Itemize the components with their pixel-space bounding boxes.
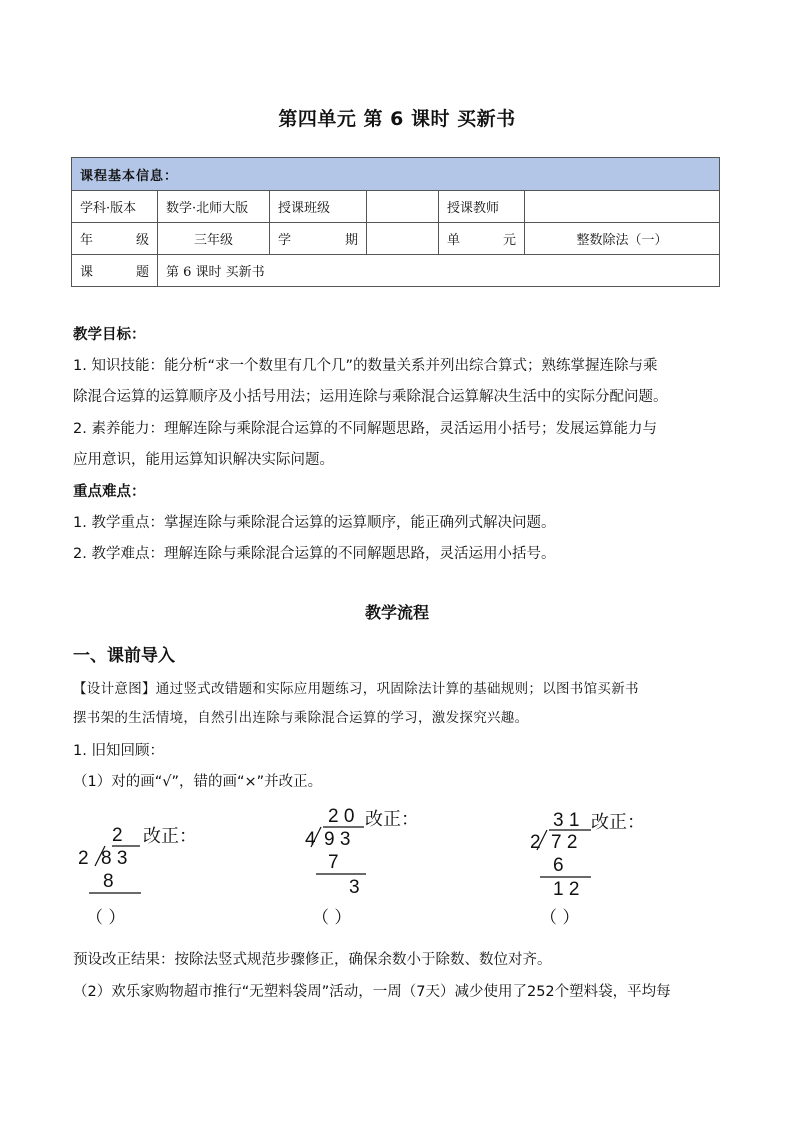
answer-parentheses: （ ）	[86, 908, 126, 928]
answer-parentheses: （ ）	[540, 908, 580, 928]
table-cell: 学 期	[270, 223, 367, 255]
table-cell: 年 级	[72, 223, 158, 255]
step-value: 7	[328, 852, 339, 873]
preset-answer: 预设改正结果：按除法竖式规范步骤修正，确保余数小于除数、数位对齐。	[73, 952, 552, 968]
quotient: 2 0	[328, 806, 355, 827]
divisor: 2	[78, 848, 89, 869]
step-value: 8	[103, 871, 114, 892]
answer-parentheses: （ ）	[312, 908, 352, 928]
table-cell: 单 元	[439, 223, 525, 255]
correction-label: 改正：	[591, 812, 645, 833]
table-cell: 课 题	[72, 255, 158, 287]
dividend: 7 2	[551, 832, 578, 853]
section-heading: 一、课前导入	[73, 646, 175, 666]
correction-label: 改正：	[143, 826, 197, 847]
dividend: 9 3	[324, 829, 351, 850]
question-1: （1）对的画“√”，错的画“×”并改正。	[73, 774, 323, 790]
keypoints-line: 2. 教学难点：理解连除与乘除混合运算的不同解题思路，灵活运用小括号。	[73, 546, 556, 562]
remainder: 1 2	[553, 879, 580, 900]
design-intent-line: 【设计意图】通过竖式改错题和实际应用题练习，巩固除法计算的基础规则；以图书馆买新书	[73, 681, 639, 697]
table-cell: 数学·北师大版	[158, 191, 270, 223]
correction-label: 改正：	[365, 809, 419, 830]
goals-line: 除混合运算的运算顺序及小括号用法；运用连除与乘除混合运算解决生活中的实际分配问题。	[73, 389, 668, 405]
design-intent-line: 摆书架的生活情境，自然引出连除与乘除混合运算的学习，激发探究兴趣。	[73, 710, 529, 726]
table-cell: 授课教师	[439, 191, 525, 223]
goals-line: 应用意识，能用运算知识解决实际问题。	[73, 452, 334, 468]
division-exercise-2	[305, 806, 419, 928]
table-cell: 第 6 课时 买新书	[158, 255, 720, 287]
goals-heading: 教学目标：	[73, 327, 146, 343]
goals-line: 2. 素养能力：理解连除与乘除混合运算的不同解题思路，灵活运用小括号；发展运算能力与	[73, 421, 657, 437]
table-header: 课程基本信息：	[72, 158, 720, 191]
table-cell: 整数除法（一）	[525, 223, 720, 255]
process-title: 教学流程	[364, 603, 429, 622]
quotient: 2	[112, 825, 123, 846]
quotient: 3 1	[553, 810, 580, 831]
review-label: 1. 旧知回顾：	[73, 743, 164, 759]
keypoints-heading: 重点难点：	[73, 484, 146, 500]
table-cell: 授课班级	[270, 191, 367, 223]
goals-line: 1. 知识技能：能分析“求一个数里有几个几”的数量关系并列出综合算式；熟练掌握连除与乘	[73, 358, 658, 374]
step-value: 6	[553, 855, 564, 876]
page-title: 第四单元 第 6 课时 买新书	[278, 108, 516, 130]
question-2: （2）欢乐家购物超市推行“无塑料袋周”活动，一周（7天）减少使用了252个塑料袋，平均每	[73, 984, 671, 1000]
dividend: 8 3	[101, 848, 128, 869]
division-exercise-1	[78, 825, 197, 928]
keypoints-line: 1. 教学重点：掌握连除与乘除混合运算的运算顺序，能正确列式解决问题。	[73, 515, 556, 531]
divisor: 4	[305, 829, 316, 850]
remainder: 3	[349, 877, 360, 898]
table-cell: 学科·版本	[72, 191, 158, 223]
divisor: 2	[530, 832, 541, 853]
division-exercise-3	[530, 810, 645, 928]
table-cell: 三年级	[158, 223, 270, 255]
